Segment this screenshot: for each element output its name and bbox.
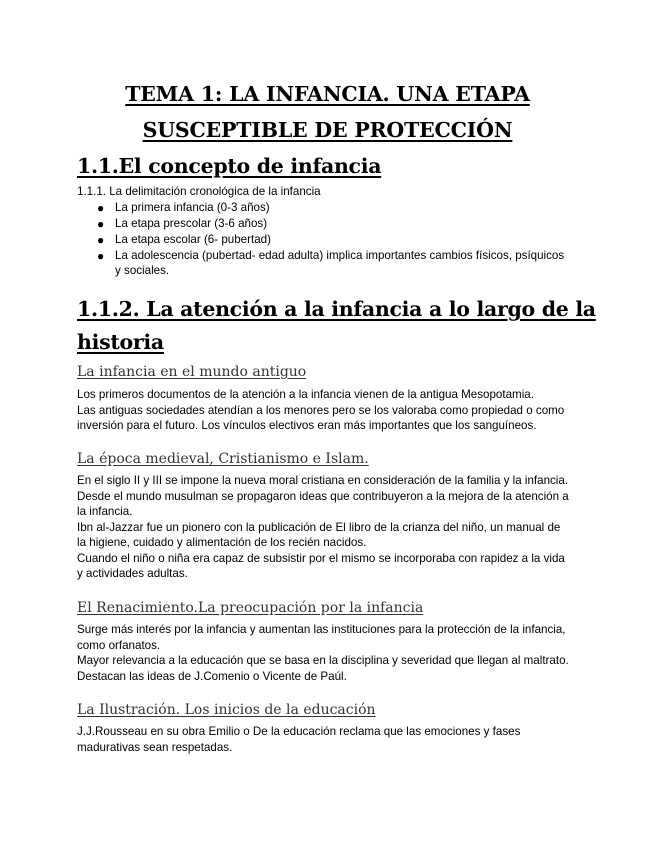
subheading-mundo-antiguo: La infancia en el mundo antiguo: [77, 364, 307, 380]
section-heading-concepto: 1.1.El concepto de infancia: [77, 154, 382, 178]
subheading-renacimiento: El Renacimiento.La preocupación por la infancia: [77, 600, 424, 616]
list-item: La primera infancia (0-3 años): [115, 201, 270, 214]
subheading-ilustracion: La Ilustración. Los inicios de la educación: [77, 702, 376, 718]
list-item-continuation: y sociales.: [115, 264, 170, 277]
list-item: La etapa escolar (6- pubertad): [115, 233, 271, 246]
paragraph-line: Las antiguas sociedades atendían a los menores pero se los valoraba como propiedad o como: [77, 404, 565, 417]
bullet-marker: ●: [97, 233, 105, 247]
subsection-heading-delimitacion: 1.1.1. La delimitación cronológica de la infancia: [77, 185, 321, 198]
paragraph-line: la higiene, cuidado y alimentación de los recién nacidos.: [77, 536, 367, 549]
list-item: La adolescencia (pubertad- edad adulta) implica importantes cambios físicos, psíquicos: [115, 249, 565, 262]
paragraph-line: En el siglo II y III se impone la nueva moral cristiana en consideración de la familia y la infancia.: [77, 474, 569, 487]
document-title-line-2: SUSCEPTIBLE DE PROTECCIÓN: [142, 118, 513, 142]
paragraph-line: Cuando el niño o niña era capaz de subsistir por el mismo se incorporaba con rapidez a la vida: [77, 552, 565, 565]
paragraph-line: Surge más interés por la infancia y aumentan las instituciones para la protección de la infancia,: [77, 623, 566, 636]
paragraph-line: inversión para el futuro. Los vínculos electivos eran más importantes que los sanguíneos.: [77, 419, 537, 432]
paragraph-line: J.J.Rousseau en su obra Emilio o De la educación reclama que las emociones y fases: [77, 725, 521, 738]
section-heading-atencion-line-2: historia: [77, 330, 164, 354]
document-title-line-1: TEMA 1: LA INFANCIA. UNA ETAPA: [125, 82, 530, 106]
paragraph-line: Los primeros documentos de la atención a la infancia vienen de la antigua Mesopotamia.: [77, 388, 534, 401]
paragraph-line: Desde el mundo musulman se propagaron ideas que contribuyeron a la mejora de la atención a: [77, 490, 569, 503]
paragraph-line: y actividades adultas.: [77, 567, 188, 580]
paragraph-line: Mayor relevancia a la educación que se basa en la disciplina y severidad que llegan al maltrato.: [77, 654, 569, 667]
subheading-epoca-medieval: La época medieval, Cristianismo e Islam.: [77, 451, 369, 467]
list-item: La etapa prescolar (3-6 años): [115, 217, 268, 230]
paragraph-line: la infancia.: [77, 505, 133, 518]
bullet-marker: ●: [97, 201, 105, 215]
section-heading-atencion-line-1: 1.1.2. La atención a la infancia a lo largo de la: [77, 297, 596, 321]
paragraph-line: Destacan las ideas de J.Comenio o Vicente de Paúl.: [77, 670, 347, 683]
paragraph-line: Ibn al-Jazzar fue un pionero con la publicación de El libro de la crianza del niño, un manual de: [77, 521, 561, 534]
paragraph-line: como orfanatos.: [77, 639, 161, 652]
bullet-marker: ●: [97, 249, 105, 263]
bullet-marker: ●: [97, 217, 105, 231]
paragraph-line: madurativas sean respetadas.: [77, 741, 233, 754]
